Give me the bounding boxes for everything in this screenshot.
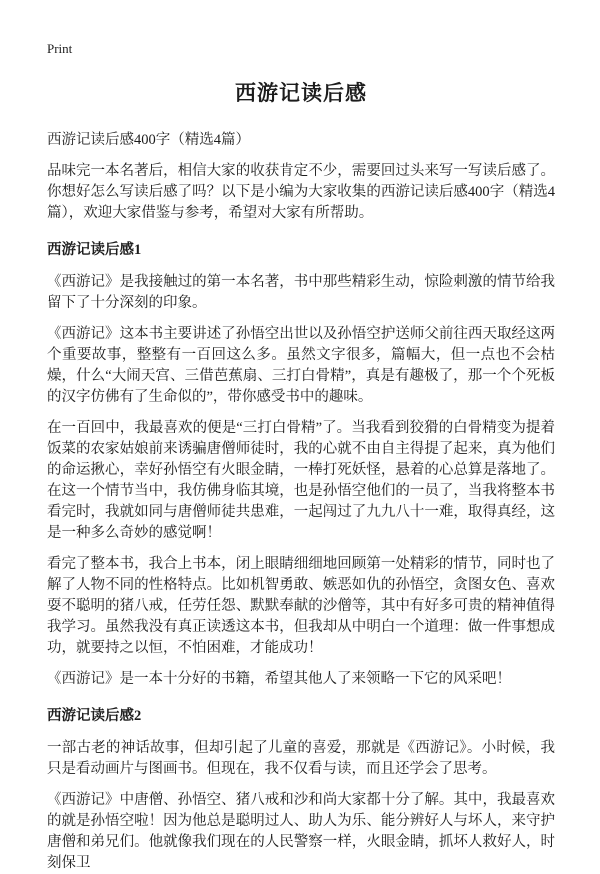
section-1-paragraph-4: 看完了整本书，我合上书本，闭上眼睛细细地回顾第一处精彩的情节，同时也了解了人物不同的性格特点。比如机智勇敢、嫉恶如仇的孙悟空，贪图女色、喜欢耍不聪明的猪八戒，任劳任怨、默默奉献的沙僧等，其中有好多可贵的精神值得我学习。虽然我没有真正读透这本书，但我却从中明白一个道理：做一件事想成功，就要持之以恒，不怕困难，才能成功！ xyxy=(47,556,555,656)
document-subtitle: 西游记读后感400字（精选4篇） xyxy=(47,132,250,148)
section-1-paragraph-5: 《西游记》是一本十分好的书籍，希望其他人了来领略一下它的风采吧！ xyxy=(47,671,511,687)
section-1-paragraph-3: 在一百回中，我最喜欢的便是“三打白骨精”了。当我看到狡猾的白骨精变为提着饭菜的农家姑娘前来诱骗唐僧师徒时，我的心就不由自主得提了起来，真为他们的命运揪心，幸好孙悟空有火眼金睛，一棒打死妖怪，悬着的心总算是落地了。在这一个情节当中，我仿佛身临其境，也是孙悟空他们的一员了，当我将整本书看完时，我就如同与唐僧师徒共患难，一起闯过了九九八十一难，取得真经，这是一种多么奇妙的感觉啊！ xyxy=(47,420,555,541)
section-1-paragraph-2: 《西游记》这本书主要讲述了孙悟空出世以及孙悟空护送师父前往西天取经这两个重要故事，整整有一百回这么多。虽然文字很多，篇幅大，但一点也不会枯燥，什么“大闹天宫、三借芭蕉扇、三打白骨精”，真是有趣极了，那一个个死板的汉字仿佛有了生命似的”，带你感受书中的趣味。 xyxy=(47,326,555,405)
section-1-heading: 西游记读后感1 xyxy=(47,242,142,258)
section-2-heading: 西游记读后感2 xyxy=(47,708,142,724)
document-title: 西游记读后感 xyxy=(235,81,367,105)
section-2-paragraph-2: 《西游记》中唐僧、孙悟空、猪八戒和沙和尚大家都十分了解。其中，我最喜欢的就是孙悟空啦！因为他总是聪明过人、助人为乐、能分辨好人与坏人，来守护唐僧和弟兄们。他就像我们现在的人民警察一样，火眼金睛，抓坏人救好人，时刻保卫 xyxy=(47,792,555,871)
intro-paragraph: 品味完一本名著后，相信大家的收获肯定不少，需要回过头来写一写读后感了。你想好怎么写读后感了吗？以下是小编为大家收集的西游记读后感400字（精选4篇），欢迎大家借鉴与参考，希望对大家有所帮助。 xyxy=(47,163,555,221)
section-1-paragraph-1: 《西游记》是我接触过的第一本名著，书中那些精彩生动，惊险刺激的情节给我留下了十分深刻的印象。 xyxy=(47,274,555,311)
section-2-paragraph-1: 一部古老的神话故事，但却引起了儿童的喜爱，那就是《西游记》。小时候，我只是看动画片与图画书。但现在，我不仅看与读，而且还学会了思考。 xyxy=(47,740,555,777)
print-button[interactable]: Print xyxy=(47,41,73,56)
